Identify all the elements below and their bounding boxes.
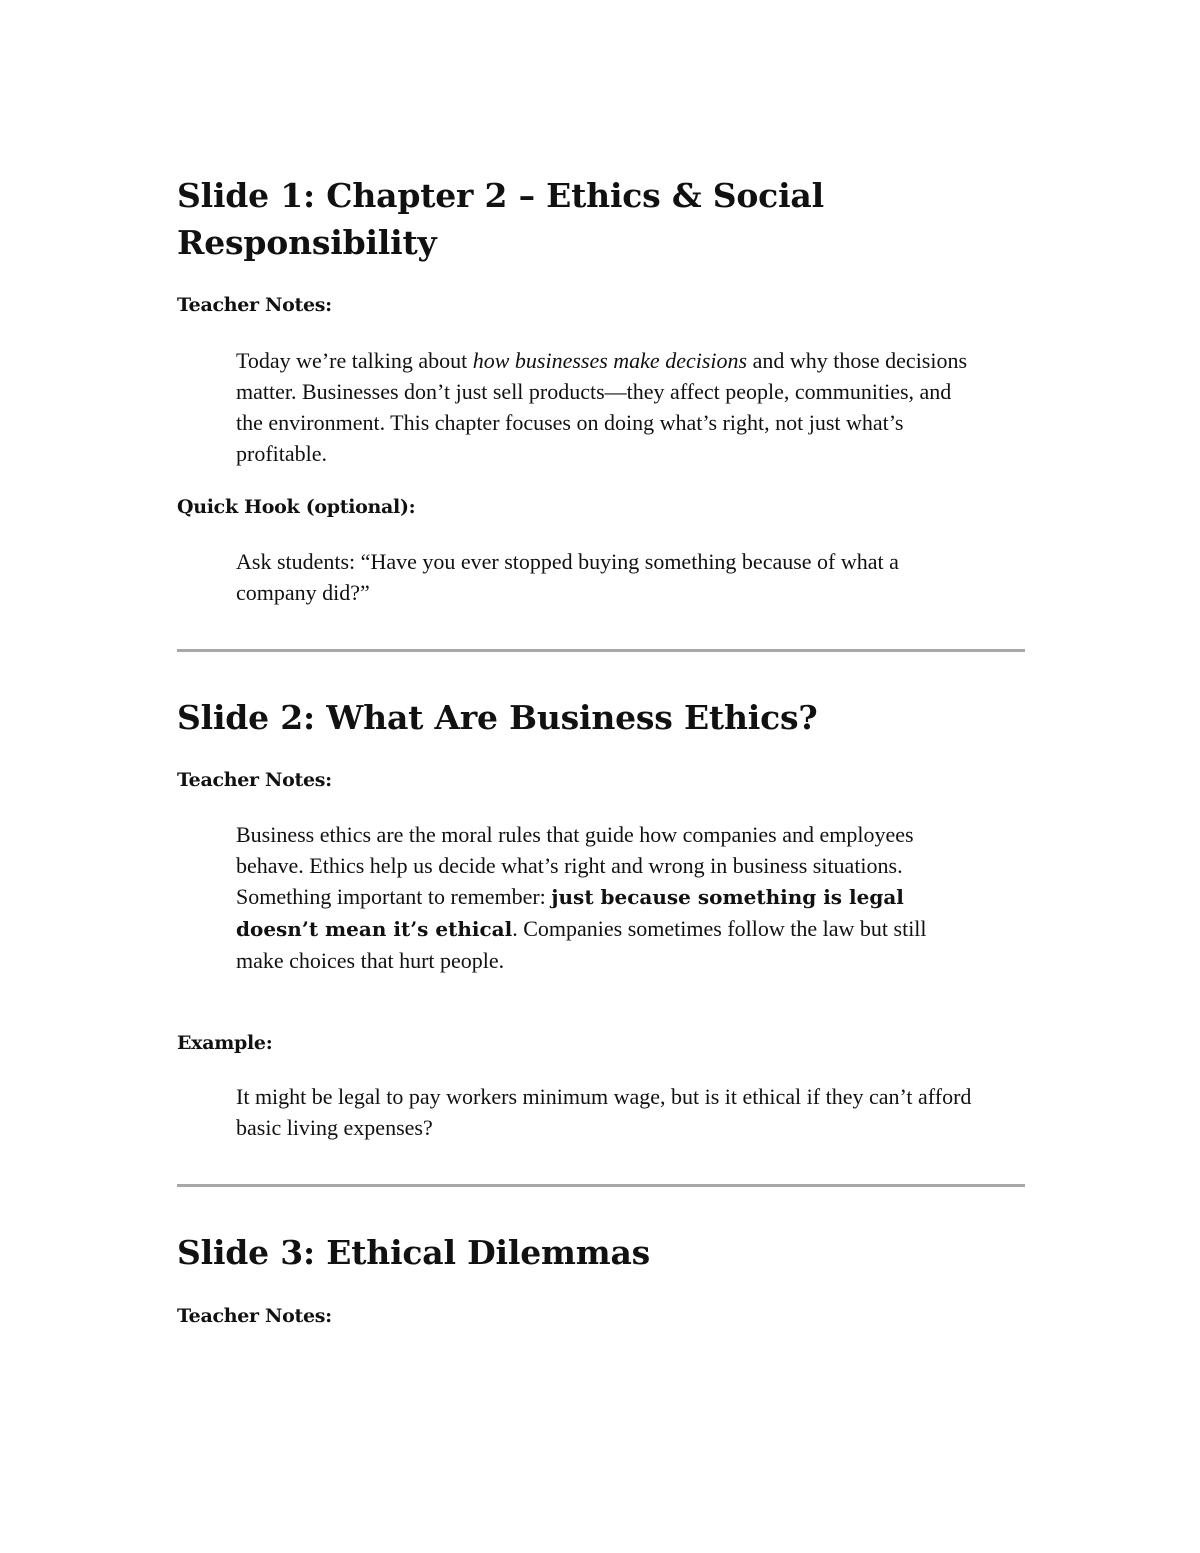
slide-1-quick-hook-text: Ask students: “Have you ever stopped buying something because of what a company did?” <box>236 549 899 605</box>
slide-2-example-text: It might be legal to pay workers minimum wage, but is it ethical if they can’t afford basic living expenses? <box>236 1084 972 1140</box>
slide-1-notes-italic: how businesses make decisions <box>472 348 748 373</box>
slide-3-teacher-notes-label: Teacher Notes: <box>177 1305 332 1327</box>
slide-1-notes-part1: Today we’re talking about <box>236 348 473 373</box>
slide-1-teacher-notes-label: Teacher Notes: <box>177 294 332 316</box>
slide-2-notes-paragraph1: Business ethics are the moral rules that guide how companies and employees behave. Ethics help us decide what’s right and wrong in business situations. <box>236 822 914 878</box>
slide-2-teacher-notes-text <box>236 819 976 976</box>
slide-1-teacher-notes-text <box>236 345 976 469</box>
slide-3-title: Slide 3: Ethical Dilemmas <box>177 1233 651 1272</box>
slide-3-section <box>177 1229 1025 1327</box>
slide-2-notes-lead: Something important to remember: <box>236 884 552 909</box>
slide-2-teacher-notes-label: Teacher Notes: <box>177 769 332 791</box>
slide-1-section <box>177 172 1025 605</box>
slide-2-title: Slide 2: What Are Business Ethics? <box>177 698 818 737</box>
section-divider-2 <box>177 1184 1025 1187</box>
slide-1-notes-part2: and why those decisions matter. Businesses don’t just sell products—they affect people, communities, and the environment. This chapter focuses on doing what’s right, not just what’s profitable. <box>236 348 968 466</box>
slide-2-section <box>177 694 1025 1140</box>
slide-1-quick-hook-label: Quick Hook (optional): <box>177 496 416 518</box>
section-divider-1 <box>177 649 1025 652</box>
slide-2-notes-bold: just because something is legal doesn’t mean it’s ethical <box>236 885 904 941</box>
slide-2-example-label: Example: <box>177 1032 273 1054</box>
slide-2-notes-tail: . Companies sometimes follow the law but still make choices that hurt people. <box>236 916 927 973</box>
slide-1-title: Slide 1: Chapter 2 – Ethics & Social Responsibility <box>177 176 824 262</box>
